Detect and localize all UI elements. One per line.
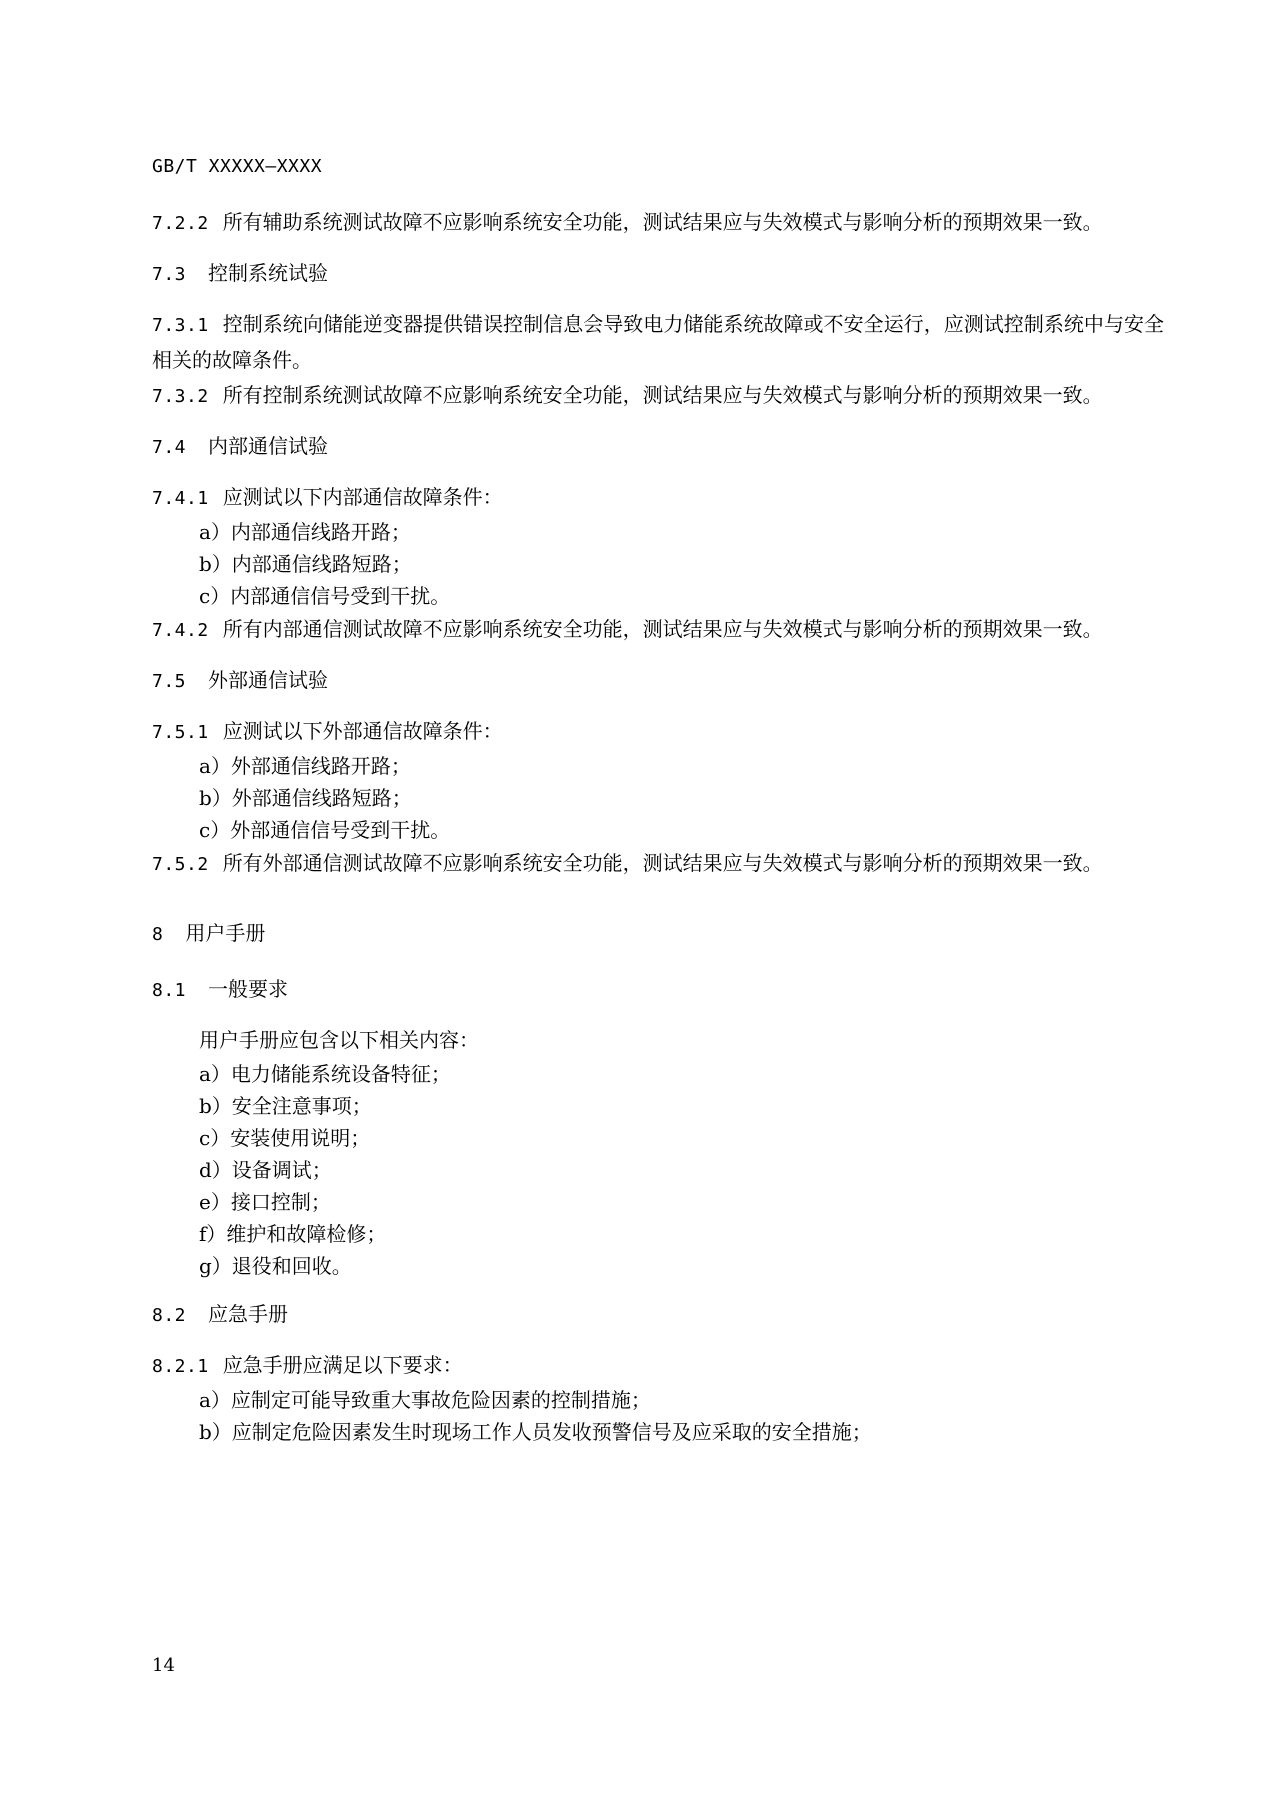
list-item: a）电力储能系统设备特征； bbox=[199, 1062, 451, 1086]
clause-7-5-2 bbox=[152, 846, 1164, 882]
list-item: a）外部通信线路开路； bbox=[199, 754, 411, 778]
clause-text: 应测试以下内部通信故障条件： bbox=[222, 485, 503, 509]
chapter-title: 用户手册 bbox=[185, 921, 266, 945]
section-heading-8-2 bbox=[152, 1297, 1164, 1333]
list-item: c）内部通信信号受到干扰。 bbox=[199, 584, 451, 608]
chapter-heading-8 bbox=[152, 916, 1164, 952]
section-heading-7-5 bbox=[152, 663, 1164, 699]
section-title: 内部通信试验 bbox=[208, 434, 329, 458]
clause-7-5-1 bbox=[152, 714, 1164, 750]
section-title: 外部通信试验 bbox=[208, 668, 329, 692]
clause-number: 7.3.2 bbox=[152, 386, 209, 407]
section-title: 一般要求 bbox=[208, 977, 289, 1001]
list-item: a）内部通信线路开路； bbox=[199, 520, 411, 544]
list-item: c）安装使用说明； bbox=[199, 1126, 371, 1150]
clause-7-4-1 bbox=[152, 480, 1164, 516]
section-number: 8.2 bbox=[152, 1305, 187, 1326]
section-number: 7.5 bbox=[152, 671, 187, 692]
user-manual-intro: 用户手册应包含以下相关内容： bbox=[199, 1028, 479, 1052]
external-comm-fault-list bbox=[152, 750, 1164, 846]
chapter-number: 8 bbox=[152, 924, 164, 945]
clause-number: 7.5.2 bbox=[152, 854, 209, 875]
clause-number: 7.4.2 bbox=[152, 620, 209, 641]
section-number: 7.4 bbox=[152, 437, 187, 458]
emergency-manual-requirement-list bbox=[152, 1384, 1164, 1448]
clause-text: 应急手册应满足以下要求： bbox=[222, 1353, 463, 1377]
clause-number: 7.4.1 bbox=[152, 488, 209, 509]
list-item: d）设备调试； bbox=[199, 1158, 332, 1182]
clause-text: 控制系统向储能逆变器提供错误控制信息会导致电力储能系统故障或不安全运行，应测试控制系统中与安全相关的故障条件。 bbox=[152, 312, 1164, 372]
list-item: b）内部通信线路短路； bbox=[199, 552, 412, 576]
list-item: b）应制定危险因素发生时现场工作人员发收预警信号及应采取的安全措施； bbox=[199, 1420, 872, 1444]
standard-code: GB/T XXXXX—XXXX bbox=[152, 156, 323, 177]
clause-text: 所有内部通信测试故障不应影响系统安全功能，测试结果应与失效模式与影响分析的预期效果一致。 bbox=[222, 617, 1103, 641]
clause-text: 所有辅助系统测试故障不应影响系统安全功能，测试结果应与失效模式与影响分析的预期效果一致。 bbox=[222, 210, 1103, 234]
list-item: b）外部通信线路短路； bbox=[199, 786, 412, 810]
clause-7-3-2 bbox=[152, 378, 1164, 414]
clause-text: 所有外部通信测试故障不应影响系统安全功能，测试结果应与失效模式与影响分析的预期效果一致。 bbox=[222, 851, 1103, 875]
list-item: f）维护和故障检修； bbox=[199, 1222, 387, 1246]
internal-comm-fault-list bbox=[152, 516, 1164, 612]
section-title: 应急手册 bbox=[208, 1302, 289, 1326]
section-heading-7-3 bbox=[152, 256, 1164, 292]
clause-text: 应测试以下外部通信故障条件： bbox=[222, 719, 503, 743]
clause-text: 所有控制系统测试故障不应影响系统安全功能，测试结果应与失效模式与影响分析的预期效果一致。 bbox=[222, 383, 1103, 407]
list-item: g）退役和回收。 bbox=[199, 1254, 352, 1278]
clause-7-2-2 bbox=[152, 205, 1164, 241]
clause-7-4-2 bbox=[152, 612, 1164, 648]
clause-8-2-1 bbox=[152, 1348, 1164, 1384]
section-title: 控制系统试验 bbox=[208, 261, 329, 285]
section-heading-8-1 bbox=[152, 972, 1164, 1008]
clause-number: 8.2.1 bbox=[152, 1356, 209, 1377]
list-item: b）安全注意事项； bbox=[199, 1094, 372, 1118]
document-body bbox=[152, 205, 1164, 1448]
list-item: e）接口控制； bbox=[199, 1190, 331, 1214]
section-heading-7-4 bbox=[152, 429, 1164, 465]
user-manual-content-list bbox=[152, 1058, 1164, 1282]
clause-7-3-1 bbox=[152, 307, 1164, 378]
page-number: 14 bbox=[152, 1655, 175, 1676]
section-number: 8.1 bbox=[152, 980, 187, 1001]
clause-number: 7.3.1 bbox=[152, 315, 209, 336]
section-number: 7.3 bbox=[152, 264, 187, 285]
list-item: a）应制定可能导致重大事故危险因素的控制措施； bbox=[199, 1388, 651, 1412]
list-item: c）外部通信信号受到干扰。 bbox=[199, 818, 451, 842]
clause-number: 7.2.2 bbox=[152, 213, 209, 234]
clause-number: 7.5.1 bbox=[152, 722, 209, 743]
